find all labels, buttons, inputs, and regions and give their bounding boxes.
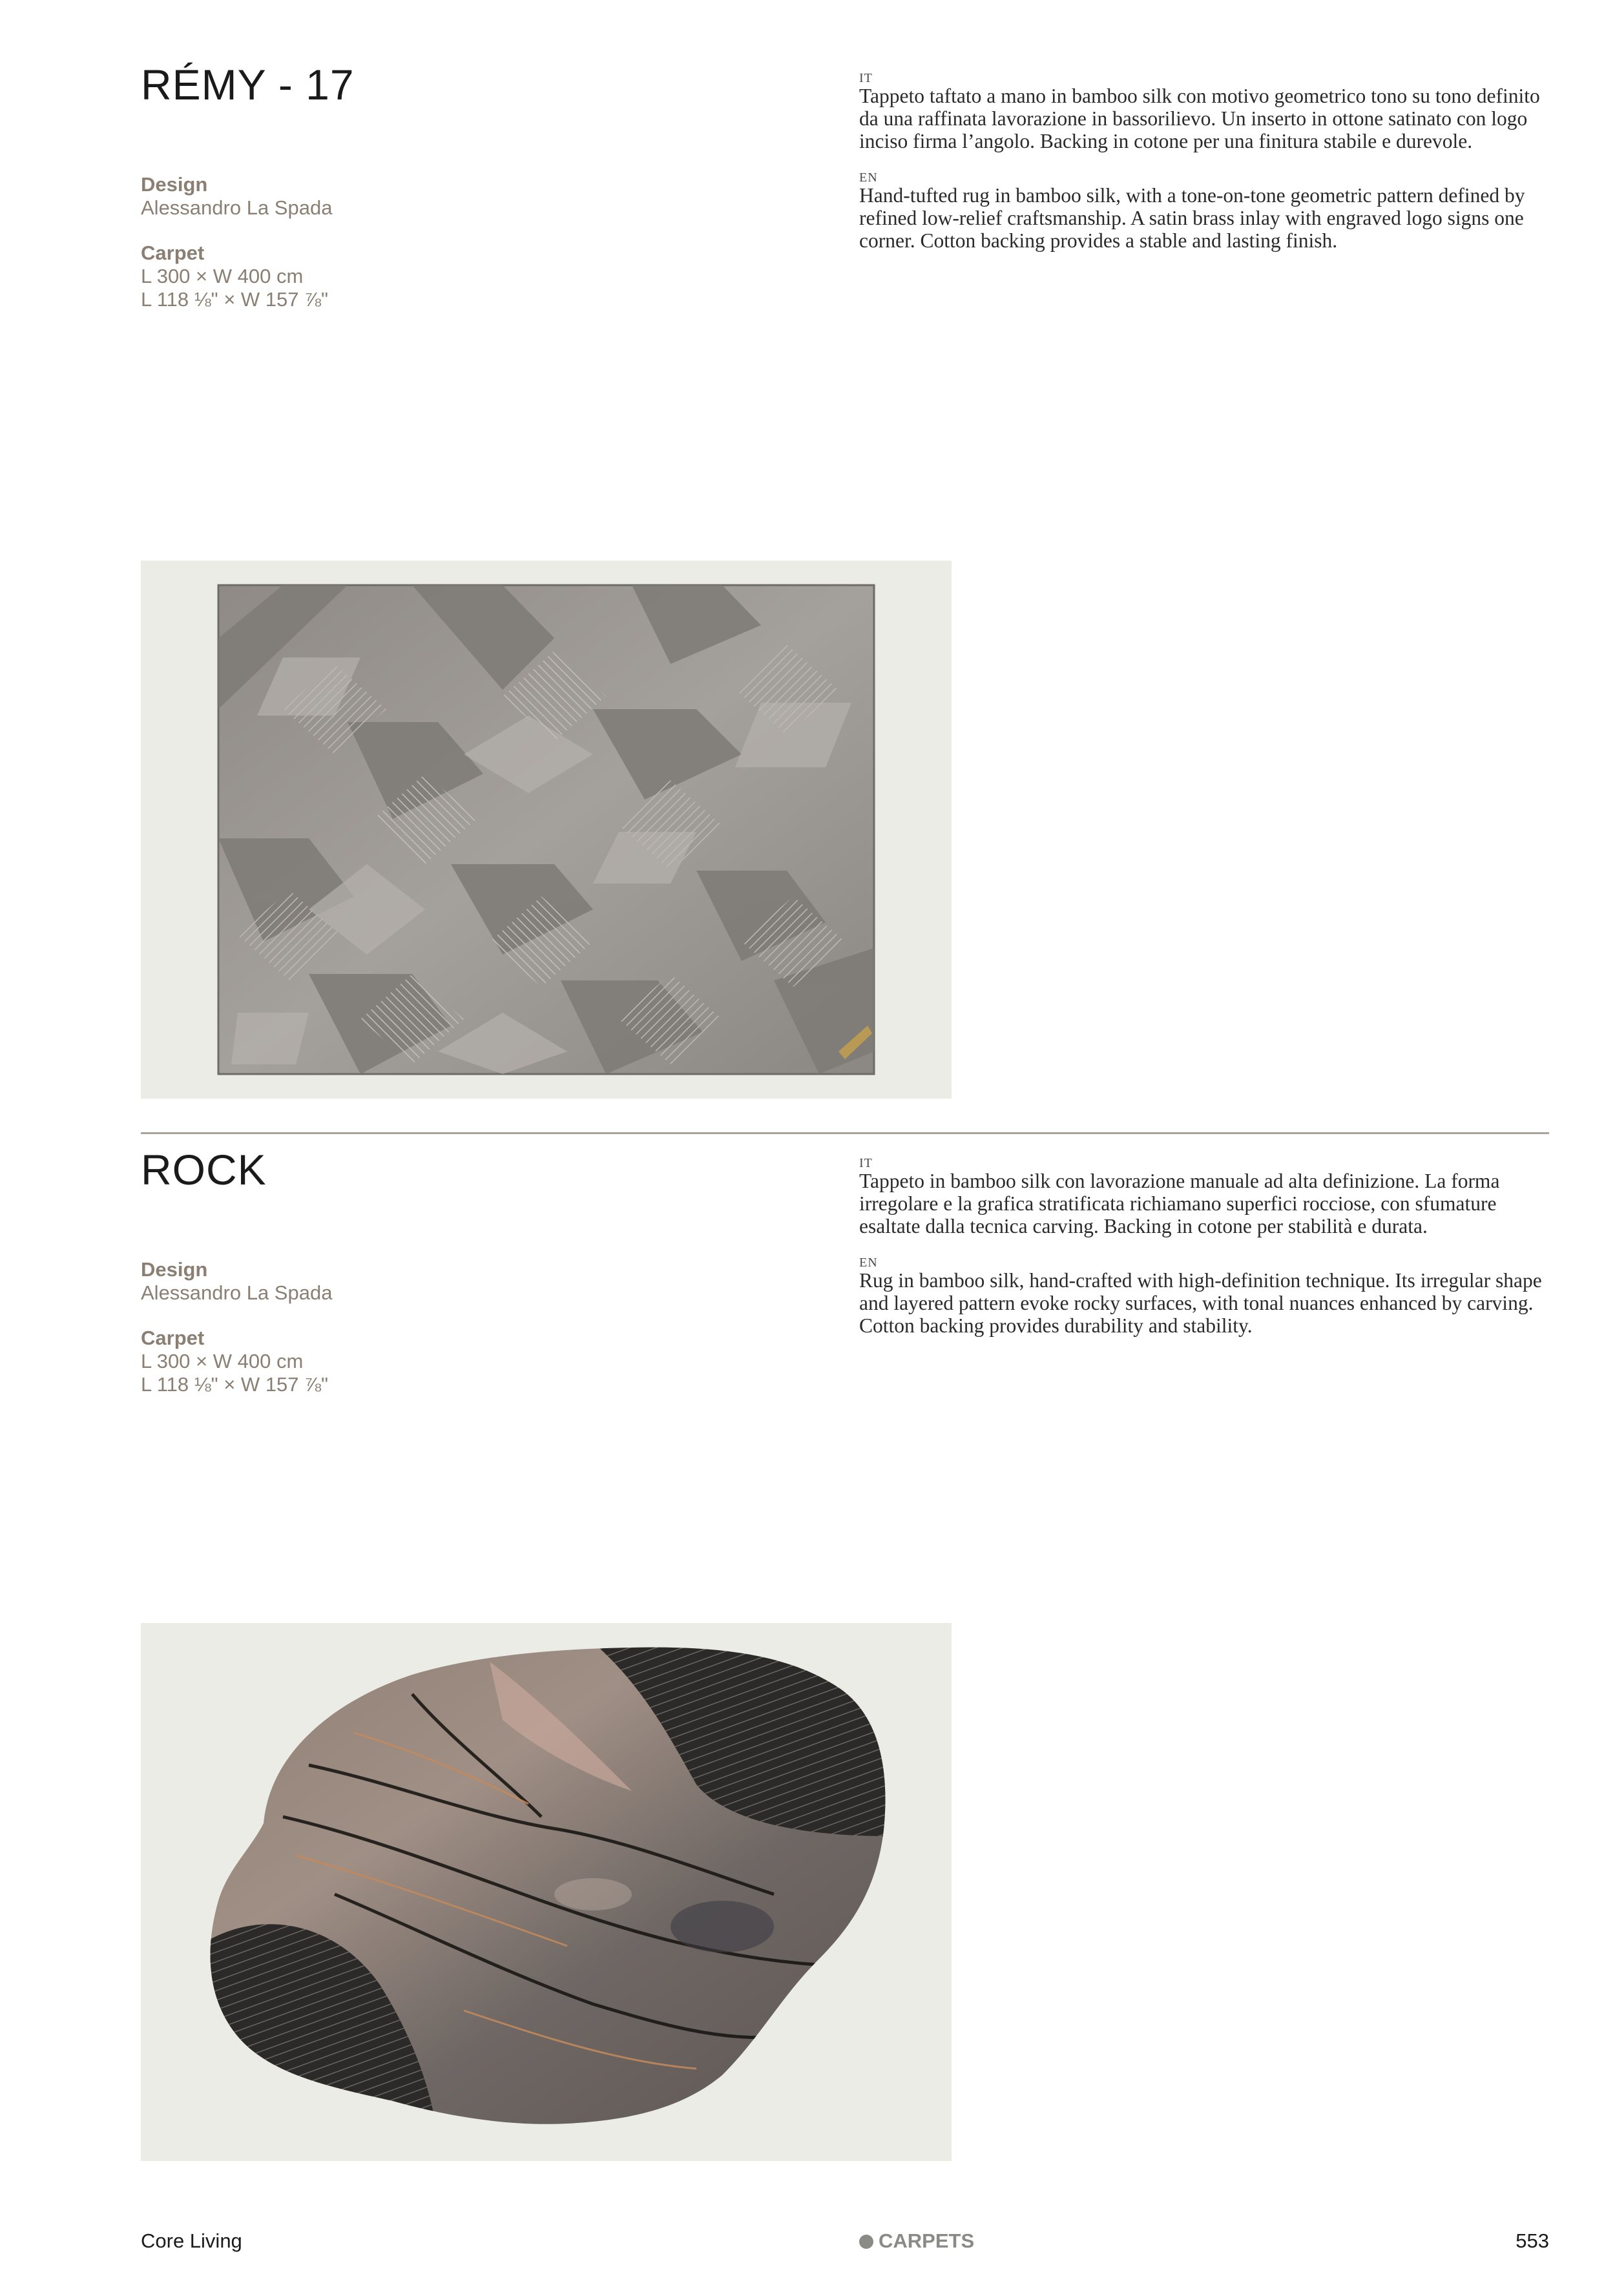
footer-brand: Core Living (141, 2229, 242, 2252)
language-tag-it: IT (859, 1156, 873, 1170)
section-divider (141, 1132, 1549, 1134)
product-description (859, 1156, 1554, 1338)
language-tag-en: EN (859, 1256, 878, 1270)
dimensions-imperial: L 118 ⅛" × W 157 ⅞" (141, 1373, 328, 1396)
description-en: Rug in bamboo silk, hand-crafted with high-definition technique. Its irregular shape and layered pattern evoke rocky surfaces, with tonal nuances enhanced by carving. Cotton backing provides durability and stability. (859, 1269, 1542, 1337)
category-dot-icon (859, 2235, 873, 2249)
designer-name: Alessandro La Spada (141, 1281, 333, 1304)
product-description (859, 71, 1554, 253)
design-label: Design (141, 173, 208, 196)
product-meta (141, 1258, 332, 1396)
description-en: Hand-tufted rug in bamboo silk, with a tone-on-tone geometric pattern defined by refined low-relief craftsmanship. A satin brass inlay with engraved logo signs one corner. Cotton backing provides a stable and lasting finish. (859, 184, 1525, 252)
dimensions-metric: L 300 × W 400 cm (141, 265, 304, 287)
design-label: Design (141, 1258, 208, 1281)
designer-name: Alessandro La Spada (141, 196, 333, 219)
product-title: RÉMY - 17 (141, 61, 355, 109)
carpet-label: Carpet (141, 1327, 205, 1349)
dimensions-imperial: L 118 ⅛" × W 157 ⅞" (141, 288, 328, 311)
description-it: Tappeto taftato a mano in bamboo silk con motivo geometrico tono su tono definito da una raffinata lavorazione in bassorilievo. Un inserto in ottone satinato con logo inciso firma l’angolo. Backing in cotone per una finitura stabile e durevole. (859, 85, 1540, 152)
carpet-label: Carpet (141, 242, 205, 264)
language-tag-en: EN (859, 171, 878, 185)
product-image-remy (141, 561, 952, 1099)
language-tag-it: IT (859, 71, 873, 85)
product-title: ROCK (141, 1146, 267, 1194)
product-meta (141, 173, 332, 311)
product-image-rock (141, 1623, 952, 2161)
page-number: 553 (1516, 2229, 1549, 2252)
description-it: Tappeto in bamboo silk con lavorazione manuale ad alta definizione. La forma irregolare e la grafica stratificata richiamano superfici rocciose, con sfumature esaltate dalla tecnica carving. Backing in cotone per stabilità e durata. (859, 1170, 1500, 1237)
dimensions-metric: L 300 × W 400 cm (141, 1350, 304, 1372)
footer-category (859, 2229, 974, 2253)
category-label: CARPETS (879, 2229, 975, 2252)
rock-rug-illustration (141, 1623, 952, 2161)
geometric-rug-illustration (141, 561, 952, 1099)
